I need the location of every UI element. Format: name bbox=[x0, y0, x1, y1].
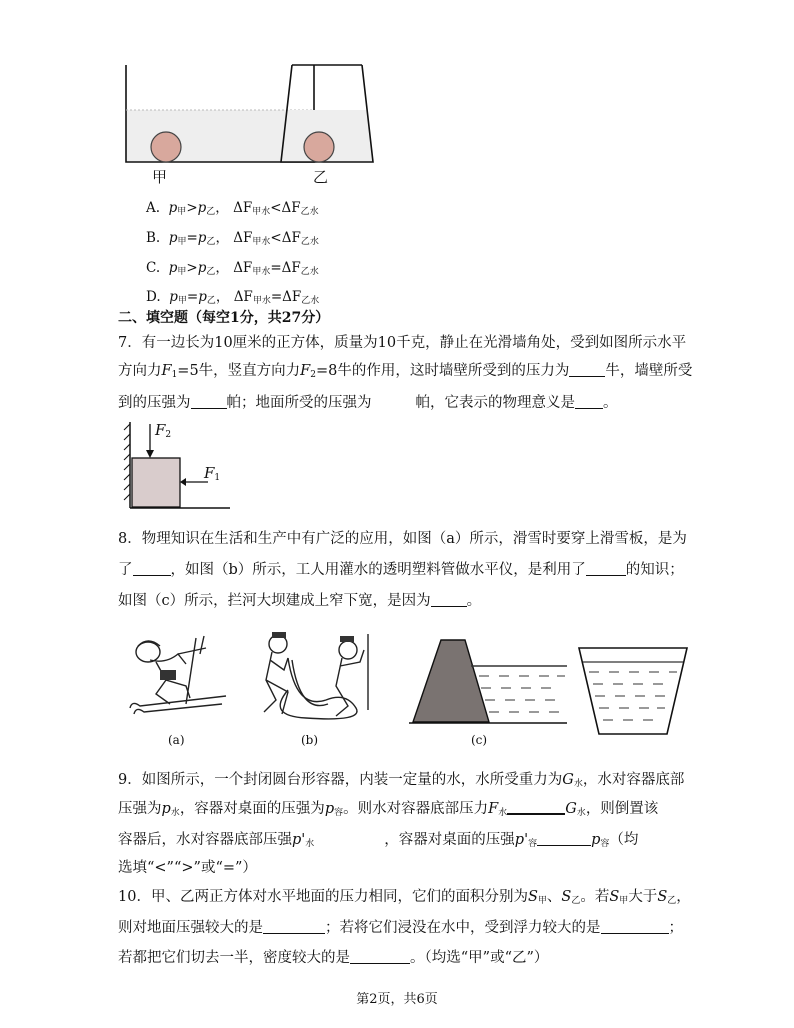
caption-a: (a) bbox=[168, 733, 185, 747]
q9-line-2: 压强为$p_水$，容器对桌面的压强为$p_容$。则水对容器底部压力$F_水$ $G_水$，则倒置该 bbox=[118, 801, 659, 818]
q7-line-1: 7．有一边长为10厘米的正方体，质量为10千克，静止在光滑墙角处，受到如图所示水平 bbox=[118, 335, 687, 351]
q10-line-2: 则对地面压强较大的是 ；若将它们浸没在水中，受到浮力较大的是 ； bbox=[118, 920, 683, 936]
ball bbox=[151, 132, 181, 162]
option-c[interactable]: C. $p_甲>p_乙$， $\Delta F_{甲水}=\Delta F_{乙水}$ bbox=[146, 260, 319, 277]
q7-blank-2[interactable] bbox=[191, 394, 227, 409]
q8-line-1: 8．物理知识在生活和生产中有广泛的应用，如图（a）所示，滑雪时要穿上滑雪板，是为 bbox=[118, 531, 687, 547]
fig-label-f2: $F_2$ bbox=[155, 421, 172, 440]
q7-blank-4[interactable] bbox=[575, 394, 603, 409]
q8-line-2: 了 ，如图（b）所示，工人用灌水的透明塑料管做水平仪，是利用了 的知识； bbox=[118, 562, 684, 578]
q7-line-3: 到的压强为 帕；地面所受的压强为 帕，它表示的物理意义是 。 bbox=[118, 395, 618, 411]
q9-blank-3[interactable] bbox=[537, 831, 591, 846]
figure-yi-container bbox=[276, 60, 476, 170]
q7-line-2: 方向力$F_1=5$牛，竖直方向力$F_2=8$牛的作用，这时墙壁所受到的压力为 牛，墙壁所受 bbox=[118, 363, 693, 380]
caption-c: (c) bbox=[471, 733, 488, 747]
figure-c-dam bbox=[409, 636, 569, 728]
page-number: 第2页，共6页 bbox=[356, 992, 438, 1007]
figure-b-workers bbox=[236, 630, 386, 725]
section-heading-fill-blank: 二、填空题（每空1分，共27分） bbox=[118, 310, 330, 326]
q8-line-3: 如图（c）所示，拦河大坝建成上窄下宽，是因为 。 bbox=[118, 593, 482, 609]
q10-blank-1[interactable] bbox=[263, 919, 325, 934]
ball bbox=[304, 132, 334, 162]
q9-line-3: 容器后，水对容器底部压强$p'_水$ ，容器对桌面的压强$p'_容$ $p_容$（均 bbox=[118, 832, 639, 849]
cube bbox=[132, 458, 180, 507]
figure-frustum-container bbox=[575, 644, 691, 739]
fig-label-yi: 乙 bbox=[313, 168, 329, 186]
option-b[interactable]: B. $p_甲=p_乙$， $\Delta F_{甲水}<\Delta F_{乙水}$ bbox=[146, 230, 319, 247]
q8-blank-2[interactable] bbox=[586, 561, 626, 576]
q10-line-3: 若都把它们切去一半，密度较大的是 。（均选“甲”或“乙”） bbox=[118, 950, 549, 966]
fig-label-jia: 甲 bbox=[152, 168, 168, 186]
container bbox=[579, 648, 687, 734]
q10-blank-3[interactable] bbox=[350, 949, 410, 964]
dam bbox=[413, 640, 489, 722]
fig-label-f1: $F_1$ bbox=[204, 464, 221, 483]
caption-b: (b) bbox=[301, 733, 319, 747]
figure-a-skier bbox=[126, 634, 236, 724]
option-d[interactable]: D. $p_甲=p_乙$， $\Delta F_{甲水}=\Delta F_{乙水}$ bbox=[146, 289, 320, 306]
option-a[interactable]: A. $p_甲>p_乙$， $\Delta F_{甲水}<\Delta F_{乙水}$ bbox=[146, 200, 319, 217]
q9-blank-1[interactable] bbox=[507, 799, 565, 815]
q9-line-4: 选填“<”“>”或“=”） bbox=[118, 860, 257, 876]
q8-blank-1[interactable] bbox=[133, 561, 171, 576]
q7-blank-1[interactable] bbox=[569, 362, 605, 377]
q10-blank-2[interactable] bbox=[601, 919, 669, 934]
q9-line-1: 9．如图所示，一个封闭圆台形容器，内装一定量的水，水所受重力为$G_水$，水对容器底部 bbox=[118, 772, 685, 789]
q8-blank-3[interactable] bbox=[431, 592, 467, 607]
q10-line-1: 10．甲、乙两正方体对水平地面的压力相同，它们的面积分别为$S_甲$、$S_乙$。若$S_甲$大于$S_乙$， bbox=[118, 889, 691, 906]
